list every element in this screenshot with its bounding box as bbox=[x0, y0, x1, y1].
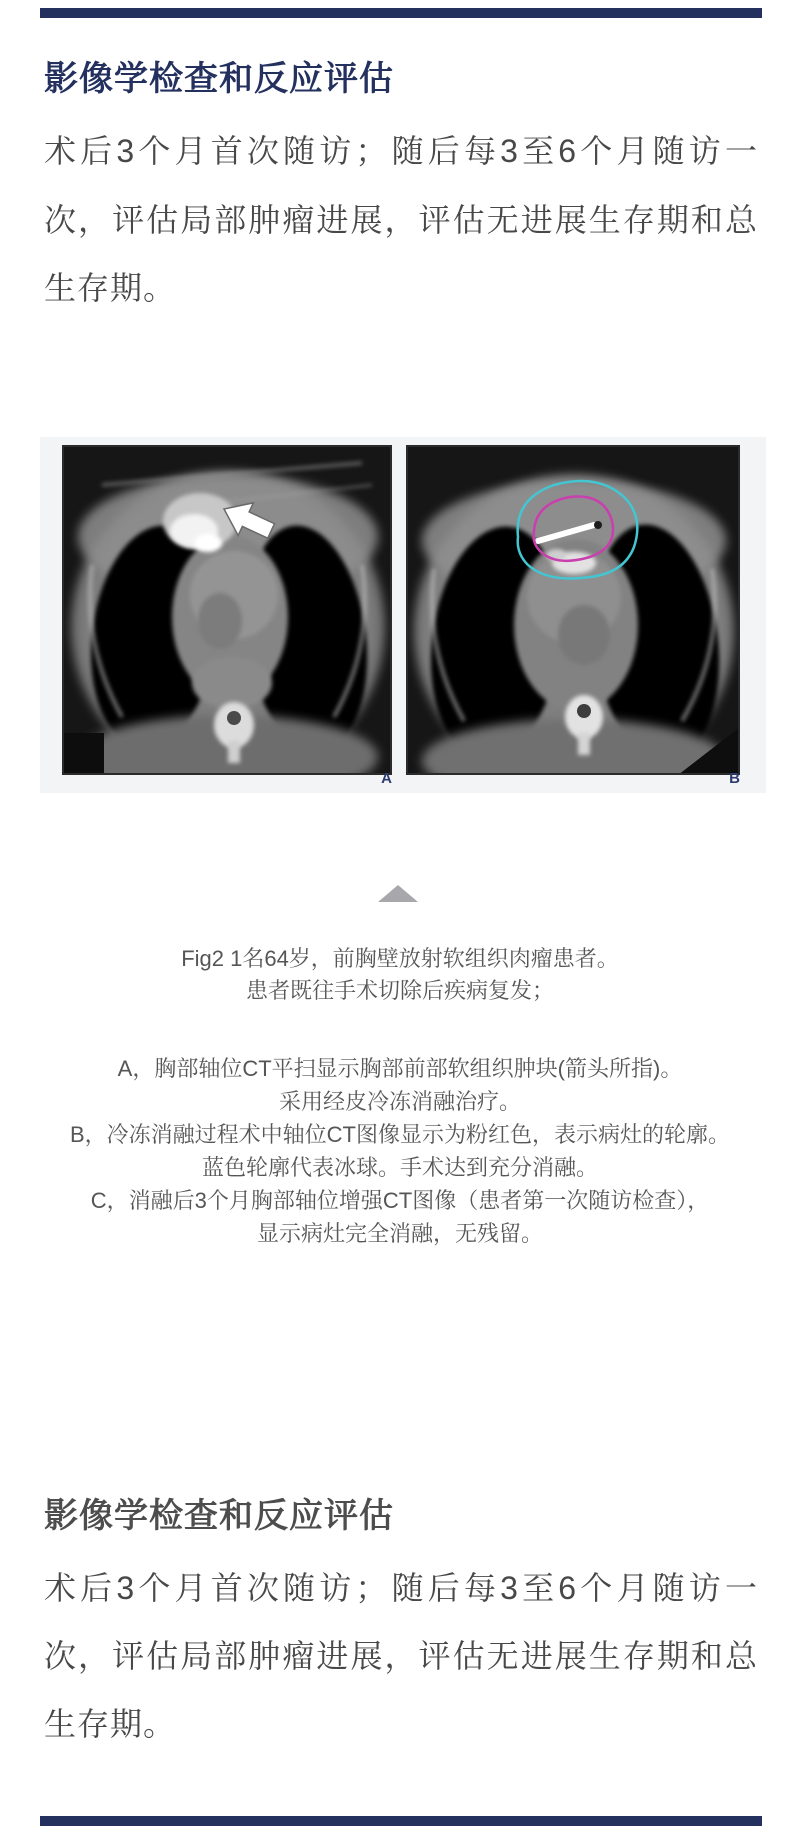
body-text-line: 生存期。 bbox=[44, 270, 177, 306]
figure-caption-line: A，胸部轴位CT平扫显示胸部前部软组织肿块(箭头所指)。 bbox=[117, 1056, 683, 1081]
body-text-line: 次，评估局部肿瘤进展，评估无进展生存期和总 bbox=[44, 202, 758, 238]
figure-caption-line: 采用经皮冷冻消融治疗。 bbox=[278, 1089, 521, 1114]
section-divider-bar-top bbox=[40, 8, 762, 18]
body-text-line: 术后3个月首次随访；随后每3至6个月随访一 bbox=[44, 133, 758, 169]
section-heading-imaging-evaluation-repeat: 影像学检查和反应评估 bbox=[44, 1497, 394, 1535]
ct-axial-scan-a bbox=[62, 445, 392, 775]
figure-caption-line: Fig2 1名64岁，前胸壁放射软组织肉瘤患者。 bbox=[181, 946, 619, 971]
section-heading-imaging-evaluation: 影像学检查和反应评估 bbox=[44, 60, 394, 98]
body-text-line: 术后3个月首次随访；随后每3至6个月随访一 bbox=[44, 1570, 758, 1606]
figure-caption-line: B，冷冻消融过程术中轴位CT图像显示为粉红色，表示病灶的轮廓。 bbox=[69, 1122, 730, 1147]
figure-caption-line: 蓝色轮廓代表冰球。手术达到充分消融。 bbox=[201, 1155, 598, 1180]
collapse-triangle-icon[interactable] bbox=[378, 885, 418, 902]
figure-panel bbox=[40, 437, 766, 793]
figure-label-a: A bbox=[381, 770, 392, 787]
figure-label-b: B bbox=[729, 770, 740, 787]
body-text-line: 次，评估局部肿瘤进展，评估无进展生存期和总 bbox=[44, 1638, 758, 1674]
body-text-line: 生存期。 bbox=[44, 1706, 177, 1742]
figure-caption-line: C，消融后3个月胸部轴位增强CT图像（患者第一次随访检查）， bbox=[90, 1188, 710, 1213]
section-divider-bar-bottom bbox=[40, 1816, 762, 1826]
figure-caption-line: 显示病灶完全消融，无残留。 bbox=[256, 1221, 543, 1246]
ct-axial-scan-b bbox=[406, 445, 740, 775]
ct-image-a[interactable] bbox=[62, 445, 392, 775]
ct-image-b[interactable] bbox=[406, 445, 740, 775]
figure-caption-line: 患者既往手术切除后疾病复发； bbox=[245, 978, 554, 1003]
